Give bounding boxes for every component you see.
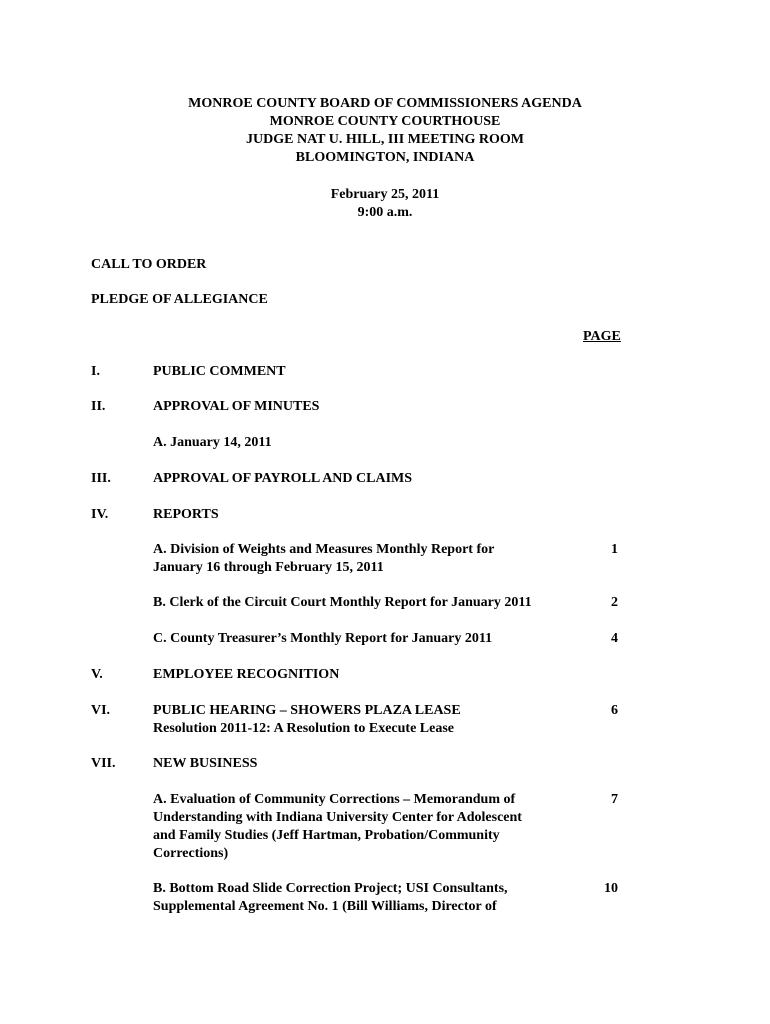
section-number: VI.	[91, 703, 111, 718]
page-number: 6	[611, 703, 618, 718]
page-number: 10	[604, 881, 618, 896]
section-title-new-business: NEW BUSINESS	[153, 756, 258, 771]
pledge-of-allegiance: PLEDGE OF ALLEGIANCE	[91, 292, 268, 307]
minutes-item: A. January 14, 2011	[153, 435, 272, 450]
section-title-reports: REPORTS	[153, 507, 219, 522]
header-line-room: JUDGE NAT U. HILL, III MEETING ROOM	[246, 132, 524, 147]
header-line-city: BLOOMINGTON, INDIANA	[295, 150, 475, 165]
section-number: I.	[91, 364, 100, 379]
page-number: 1	[611, 542, 618, 557]
item-line: Corrections)	[153, 846, 229, 861]
page-number: 7	[611, 792, 618, 807]
section-number: IV.	[91, 507, 109, 522]
meeting-time: 9:00 a.m.	[357, 205, 413, 220]
section-title-employee-recognition: EMPLOYEE RECOGNITION	[153, 667, 340, 682]
page-number: 4	[611, 631, 618, 646]
section-number: III.	[91, 471, 111, 486]
item-line: PUBLIC HEARING – SHOWERS PLAZA LEASE	[153, 703, 461, 718]
section-title-public-comment: PUBLIC COMMENT	[153, 364, 286, 379]
section-title-approval-minutes: APPROVAL OF MINUTES	[153, 399, 320, 414]
report-item-weights-measures	[153, 541, 494, 577]
report-item-treasurer	[153, 630, 492, 648]
section-number: II.	[91, 399, 106, 414]
new-business-item-bottom-road	[153, 880, 508, 916]
item-line: C. County Treasurer’s Monthly Report for January 2011	[153, 631, 493, 646]
item-line: Supplemental Agreement No. 1 (Bill Williams, Director of	[153, 899, 497, 914]
page-number: 2	[611, 595, 618, 610]
item-line: January 16 through February 15, 2011	[153, 560, 384, 575]
item-line: and Family Studies (Jeff Hartman, Probation/Community	[153, 828, 500, 843]
header-line-courthouse: MONROE COUNTY COURTHOUSE	[269, 114, 501, 129]
item-line: Understanding with Indiana University Center for Adolescent	[153, 810, 522, 825]
item-line: Resolution 2011-12: A Resolution to Execute Lease	[153, 721, 454, 736]
item-line: B. Clerk of the Circuit Court Monthly Report for January 2011	[153, 595, 532, 610]
section-number: V.	[91, 667, 103, 682]
report-item-circuit-court	[153, 594, 532, 612]
meeting-date: February 25, 2011	[330, 187, 440, 202]
page-column-label: PAGE	[583, 329, 621, 344]
item-line: A. Evaluation of Community Corrections – Memorandum of	[153, 792, 516, 807]
agenda-header	[0, 95, 770, 167]
header-line-board: MONROE COUNTY BOARD OF COMMISSIONERS AGENDA	[188, 96, 582, 111]
new-business-item-community-corrections	[153, 791, 522, 863]
section-number: VII.	[91, 756, 116, 771]
section-title-payroll-claims: APPROVAL OF PAYROLL AND CLAIMS	[153, 471, 413, 486]
item-line: B. Bottom Road Slide Correction Project; USI Consultants,	[153, 881, 508, 896]
meeting-datetime	[0, 186, 770, 222]
call-to-order: CALL TO ORDER	[91, 257, 207, 272]
item-line: A. Division of Weights and Measures Monthly Report for	[153, 542, 495, 557]
section-public-hearing	[153, 702, 461, 738]
